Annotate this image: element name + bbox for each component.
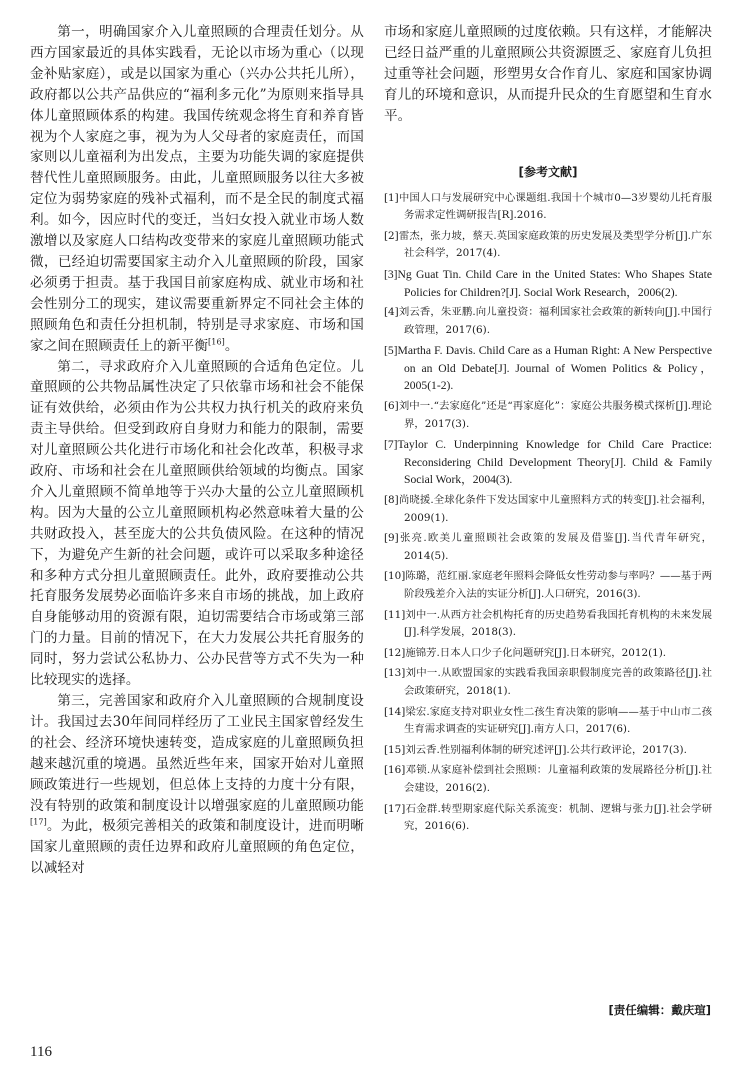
page-number: 116 xyxy=(30,1044,52,1060)
body-paragraph: 第二，寻求政府介入儿童照顾的合适角色定位。儿童照顾的公共物品属性决定了只依靠市场和社会不能保证有效供给，必须由作为公共权力执行机关的政府来负责主导供给。但受到政府自身财力和能力的限制，需要对儿童照顾公共化进行市场化和社会化改革，积极寻求政府、市场和社会在儿童照顾供给领域的均衡点。国家介入儿童照顾不简单地等于兴办大量的公立儿童照顾机构。因为大量的公立儿童照顾机构必然意味着大量的公共财政投入，甚至庞大的公共负债风险。在这种的情况下，为避免产生新的社会问题，或许可以采取多种途径和多种方式分担儿童照顾责任。此外，政府要推动公共托育服务发展势必面临许多来自市场的挑战，加上政府自身能够动用的资源有限，迫切需要结合市场或第三部门的力量。目前的情况下，在大力发展公共托育服务的同时，努力尝试公私协力、公办民营等方式不失为一种比较现实的选择。 xyxy=(30,358,364,689)
body-paragraph: 第三，完善国家和政府介入儿童照顾的合规制度设计。我国过去30年间同样经历了工业民主国家曾经发生的社会、经济环境快速转变，造成家庭的儿童照顾负担越来越沉重的境遇。虽然近些年来，国家开始对儿童照顾政策进行一些规划，但总体上支持的力度十分有限，没有特别的政策和制度设计以增强家庭的儿童照顾功能[17]。为此，极须完善相关的政策和制度设计，进而明晰国家儿童照顾的责任边界和政府儿童照顾的角色定位，以减轻对 xyxy=(30,693,364,877)
continued-paragraph: 市场和家庭儿童照顾的过度依赖。只有这样，才能解决已经日益严重的儿童照顾公共资源匮乏、家庭育儿负担过重等社会问题，形塑男女合作育儿、家庭和国家协调育儿的环境和意识，从而提升民众的生育愿望和生育水平。 xyxy=(384,24,712,124)
reference-list xyxy=(384,190,712,836)
reference-item: [14]梁宏.家庭支持对职业女性二孩生育决策的影响——基于中山市二孩生育需求调查的实证研究[J].南方人口，2017(6). xyxy=(384,705,712,736)
reference-item: [15]刘云香.性别福利体制的研究述评[J].公共行政评论，2017(3). xyxy=(384,743,687,756)
reference-item: [11]刘中一.从西方社会机构托育的历史趋势看我国托育机构的未来发展[J].科学发展，2018(3). xyxy=(384,608,712,639)
reference-item: [7]Taylor C. Underpinning Knowledge for Child Care Practice: Reconsidering Child Development Theory[J]. Child & Family Social Work，2004(3). xyxy=(384,438,712,487)
reference-item: [10]陈璐，范红丽.家庭老年照料会降低女性劳动参与率吗？——基于两阶段残差介入法的实证分析[J].人口研究，2016(3). xyxy=(384,570,712,600)
citation-marker: [16] xyxy=(208,337,225,347)
references-heading: [参考文献] xyxy=(518,164,578,179)
reference-item: [16]邓锁.从家庭补偿到社会照顾：儿童福利政策的发展路径分析[J].社会建设，2016(2). xyxy=(384,764,712,794)
reference-item: [13]刘中一.从欧盟国家的实践看我国亲职假制度完善的政策路径[J].社会政策研究，2018(1). xyxy=(384,667,712,697)
reference-item: [4]刘云香，朱亚鹏.向儿童投资：福利国家社会政策的新转向[J].中国行政管理，2017(6). xyxy=(384,306,712,336)
body-paragraph: 第一，明确国家介入儿童照顾的合理责任划分。从西方国家最近的具体实践看，无论以市场为重心（以现金补贴家庭），或是以国家为重心（兴办公共托儿所），政府都以公共产品供应的“福利多元化”为原则来指导具体儿童照顾体系的构建。我国传统观念将生育和养育皆视为个人家庭之事，视为为人父母者的家庭责任，而国家则以儿童福利为出发点，主要为功能失调的家庭提供替代性儿童照顾服务。由此，儿童照顾服务以往大多被定位为弱势家庭的残补式福利，而不是全民的制度式福利。如今，因应时代的变迁，当妇女投入就业市场人数激增以及家庭人口结构改变带来的家庭儿童照顾功能式微，已经迫切需要国家主动介入儿童照顾的阶段，国家必须勇于担责。基于我国目前家庭构成、就业市场和社会性别分工的现实，建议需要重新界定不同社会主体的照顾角色和责任分担机制，特别是寻求家庭、市场和国家之间在照顾责任上的新平衡[16]。 xyxy=(30,24,364,354)
reference-item: [12]施锦芳.日本人口少子化问题研究[J].日本研究，2012(1). xyxy=(384,646,667,659)
main-text-left-column xyxy=(30,22,364,879)
right-column xyxy=(384,22,712,839)
reference-item: [2]雷杰，张力坡，蔡天.英国家庭政策的历史发展及类型学分析[J].广东社会科学，2017(4). xyxy=(384,229,712,260)
reference-item: [5]Martha F. Davis. Child Care as a Human Right: A New Perspective on an Old Debate[J]. Journal of Women Politics & Policy，2005(1-2). xyxy=(384,344,712,393)
citation-marker: [17] xyxy=(30,817,47,827)
reference-item: [1]中国人口与发展研究中心课题组.我国十个城市0—3岁婴幼儿托育服务需求定性调研报告[R].2016. xyxy=(384,191,712,222)
responsible-editor-note: [责任编辑：戴庆瑄] xyxy=(608,1003,711,1017)
reference-item: [9]张亮.欧美儿童照顾社会政策的发展及借鉴[J].当代青年研究，2014(5). xyxy=(384,532,712,562)
reference-item: [6]刘中一.“去家庭化”还是“再家庭化”：家庭公共服务模式探析[J].理论界，2017(3). xyxy=(384,400,712,430)
reference-item: [8]尚晓援.全球化条件下发达国家中儿童照料方式的转变[J].社会福利，2009(1). xyxy=(384,494,712,524)
reference-item: [17]石金群.转型期家庭代际关系流变：机制、逻辑与张力[J].社会学研究，2016(6). xyxy=(384,802,712,833)
reference-item: [3]Ng Guat Tin. Child Care in the United States: Who Shapes State Policies for Children?[J]. Social Work Research，2006(2). xyxy=(384,267,712,299)
